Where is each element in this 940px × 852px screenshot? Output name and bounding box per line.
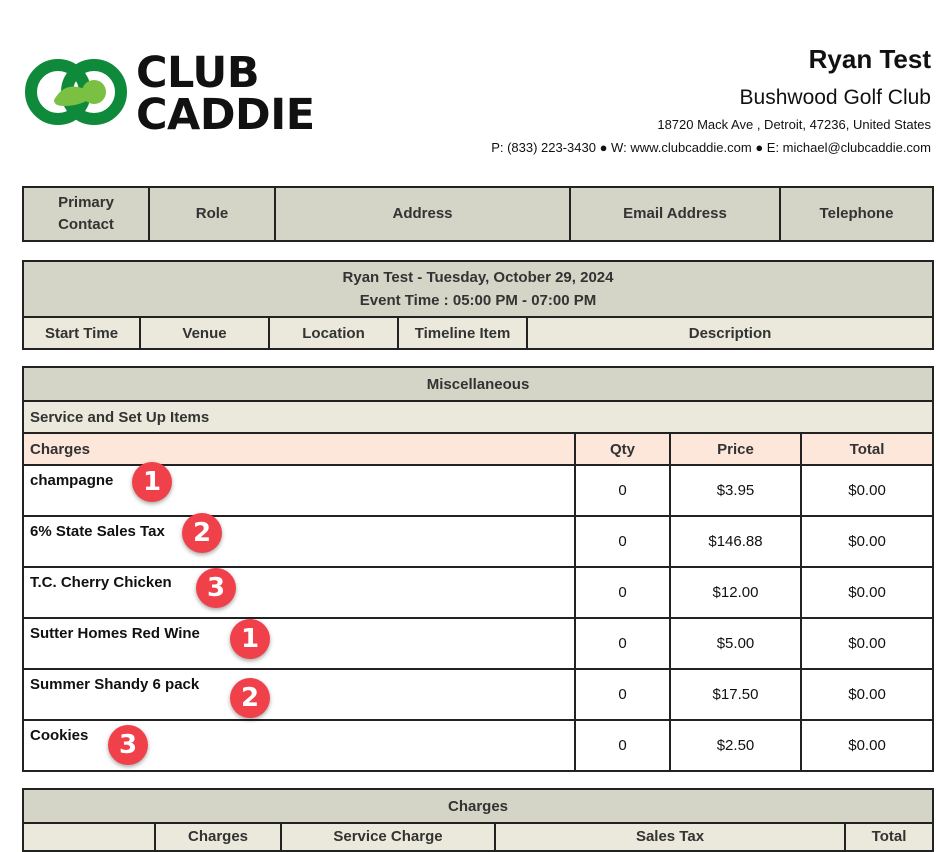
event-title: Ryan Test - Tuesday, October 29, 2024 — [342, 269, 614, 286]
table-row — [23, 618, 933, 669]
item-price: $2.50 — [670, 720, 801, 771]
club-name: Bushwood Golf Club — [739, 86, 931, 109]
item-qty: 0 — [575, 465, 670, 516]
col-total: Total — [845, 823, 933, 851]
contact-table — [22, 186, 934, 242]
miscellaneous-title: Miscellaneous — [23, 367, 933, 401]
item-qty: 0 — [575, 618, 670, 669]
item-qty: 0 — [575, 567, 670, 618]
number-badge: 2 — [182, 513, 222, 553]
item-name-cell — [23, 669, 575, 720]
table-row — [23, 465, 933, 516]
club-caddie-logo — [24, 48, 324, 140]
table-row — [23, 516, 933, 567]
item-total: $0.00 — [801, 465, 933, 516]
item-total: $0.00 — [801, 669, 933, 720]
logo-text-club: CLUB — [136, 48, 260, 98]
customer-name: Ryan Test — [808, 44, 931, 74]
item-price: $17.50 — [670, 669, 801, 720]
logo-text-caddie: CADDIE — [136, 90, 315, 140]
item-name-cell — [23, 567, 575, 618]
number-badge: 1 — [132, 462, 172, 502]
section-title: Service and Set Up Items — [23, 401, 933, 433]
col-qty: Qty — [575, 433, 670, 465]
item-name: 6% State Sales Tax — [30, 523, 165, 540]
col-location: Location — [269, 317, 398, 349]
col-blank — [23, 823, 155, 851]
item-total: $0.00 — [801, 618, 933, 669]
item-name: Cookies — [30, 727, 89, 744]
col-total: Total — [801, 433, 933, 465]
col-address: Address — [275, 187, 570, 241]
number-badge: 2 — [230, 678, 270, 718]
miscellaneous-table — [22, 366, 934, 772]
item-price: $12.00 — [670, 567, 801, 618]
col-timeline-item: Timeline Item — [398, 317, 527, 349]
col-charges: Charges — [23, 433, 575, 465]
number-badge: 3 — [108, 725, 148, 765]
charges-table — [22, 788, 934, 852]
charges-title: Charges — [23, 789, 933, 823]
col-charges: Charges — [155, 823, 281, 851]
col-email-address: Email Address — [570, 187, 780, 241]
number-badge: 3 — [196, 568, 236, 608]
item-name: T.C. Cherry Chicken — [30, 574, 172, 591]
item-name-cell — [23, 720, 575, 771]
item-name: Sutter Homes Red Wine — [30, 625, 200, 642]
item-name: champagne — [30, 472, 114, 489]
item-total: $0.00 — [801, 567, 933, 618]
event-table — [22, 260, 934, 350]
club-contact-info: P: (833) 223-3430 ● W: www.clubcaddie.com ● E: michael@clubcaddie.com — [491, 140, 931, 155]
item-qty: 0 — [575, 669, 670, 720]
club-address: 18720 Mack Ave , Detroit, 47236, United States — [657, 117, 931, 132]
col-role: Role — [149, 187, 275, 241]
event-header — [23, 261, 933, 317]
col-primary-contact: Primary Contact — [23, 187, 149, 241]
table-row — [23, 669, 933, 720]
item-price: $5.00 — [670, 618, 801, 669]
event-time: Event Time : 05:00 PM - 07:00 PM — [359, 292, 597, 309]
table-row — [23, 720, 933, 771]
item-qty: 0 — [575, 516, 670, 567]
col-sales-tax: Sales Tax — [495, 823, 845, 851]
col-venue: Venue — [140, 317, 269, 349]
col-start-time: Start Time — [23, 317, 140, 349]
logo-mark-icon — [24, 52, 132, 134]
col-service-charge: Service Charge — [281, 823, 495, 851]
logo-wordmark — [136, 48, 315, 140]
item-price: $3.95 — [670, 465, 801, 516]
item-total: $0.00 — [801, 516, 933, 567]
number-badge: 1 — [230, 619, 270, 659]
item-name-cell — [23, 516, 575, 567]
item-name: Summer Shandy 6 pack — [30, 676, 200, 693]
item-name-cell — [23, 465, 575, 516]
col-description: Description — [527, 317, 933, 349]
item-price: $146.88 — [670, 516, 801, 567]
table-row — [23, 567, 933, 618]
col-telephone: Telephone — [780, 187, 933, 241]
item-total: $0.00 — [801, 720, 933, 771]
col-price: Price — [670, 433, 801, 465]
item-qty: 0 — [575, 720, 670, 771]
item-name-cell — [23, 618, 575, 669]
